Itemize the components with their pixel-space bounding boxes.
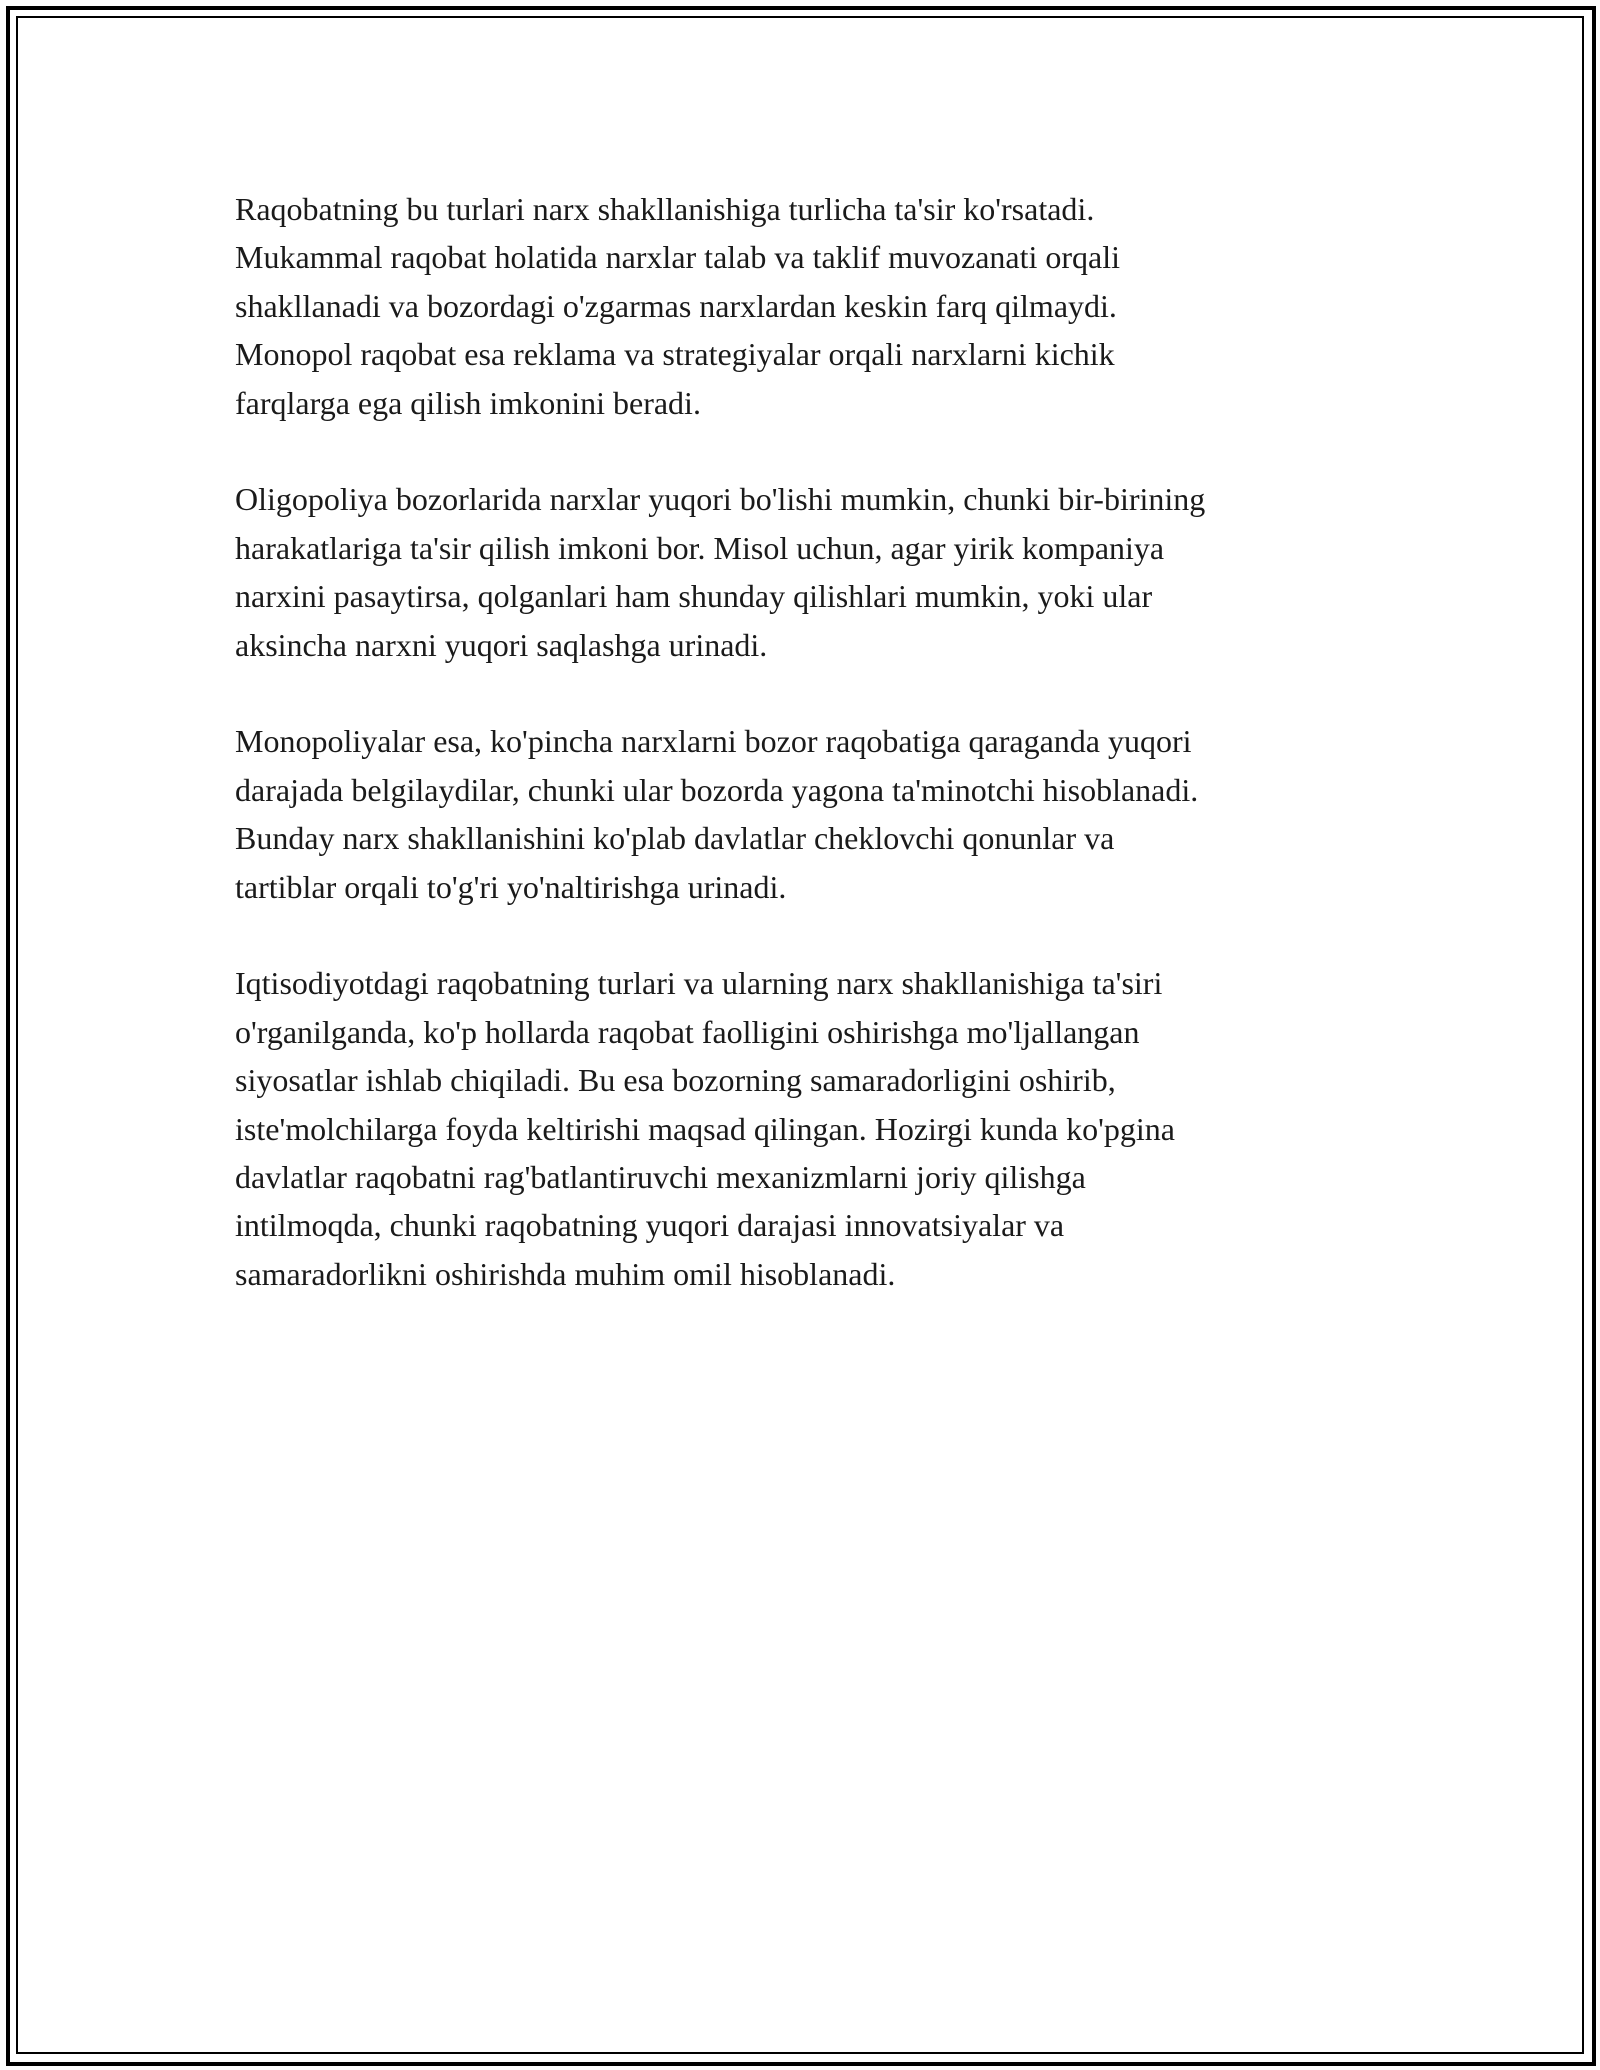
text-line: darajada belgilaydilar, chunki ular bozorda yagona ta'minotchi hisoblanadi. <box>235 771 1199 808</box>
paragraph-3 <box>235 717 1370 911</box>
text-line: tartiblar orqali to'g'ri yo'naltirishga urinadi. <box>235 868 787 905</box>
text-line: farqlarga ega qilish imkonini beradi. <box>235 384 701 421</box>
document-body <box>235 185 1370 1347</box>
text-line: shakllanadi va bozordagi o'zgarmas narxlardan keskin farq qilmaydi. <box>235 287 1117 324</box>
text-line: Bunday narx shakllanishini ko'plab davlatlar cheklovchi qonunlar va <box>235 820 1115 857</box>
text-line: siyosatlar ishlab chiqiladi. Bu esa bozorning samaradorligini oshirib, <box>235 1062 1116 1099</box>
text-line: Iqtisodiyotdagi raqobatning turlari va ularning narx shakllanishiga ta'siri <box>235 965 1163 1002</box>
text-line: Oligopoliya bozorlarida narxlar yuqori bo'lishi mumkin, chunki bir-birining <box>235 481 1206 518</box>
paragraph-1 <box>235 185 1370 427</box>
text-line: Monopoliyalar esa, ko'pincha narxlarni bozor raqobatiga qaraganda yuqori <box>235 723 1192 760</box>
text-line: intilmoqda, chunki raqobatning yuqori darajasi innovatsiyalar va <box>235 1207 1065 1244</box>
text-line: Monopol raqobat esa reklama va strategiyalar orqali narxlarni kichik <box>235 336 1115 373</box>
text-line: Mukammal raqobat holatida narxlar talab va taklif muvozanati orqali <box>235 239 1121 276</box>
text-line: harakatlariga ta'sir qilish imkoni bor. Misol uchun, agar yirik kompaniya <box>235 529 1165 566</box>
paragraph-2 <box>235 475 1370 669</box>
text-line: davlatlar raqobatni rag'batlantiruvchi mexanizmlarni joriy qilishga <box>235 1159 1086 1196</box>
text-line: Raqobatning bu turlari narx shakllanishiga turlicha ta'sir ko'rsatadi. <box>235 191 1095 227</box>
text-line: samaradorlikni oshirishda muhim omil hisoblanadi. <box>235 1255 896 1292</box>
text-line: iste'molchilarga foyda keltirishi maqsad qilingan. Hozirgi kunda ko'pgina <box>235 1110 1175 1147</box>
text-line: aksincha narxni yuqori saqlashga urinadi. <box>235 626 768 663</box>
paragraph-4 <box>235 959 1370 1298</box>
text-line: o'rganilganda, ko'p hollarda raqobat faolligini oshirishga mo'ljallangan <box>235 1013 1140 1050</box>
text-line: narxini pasaytirsa, qolganlari ham shunday qilishlari mumkin, yoki ular <box>235 578 1153 615</box>
